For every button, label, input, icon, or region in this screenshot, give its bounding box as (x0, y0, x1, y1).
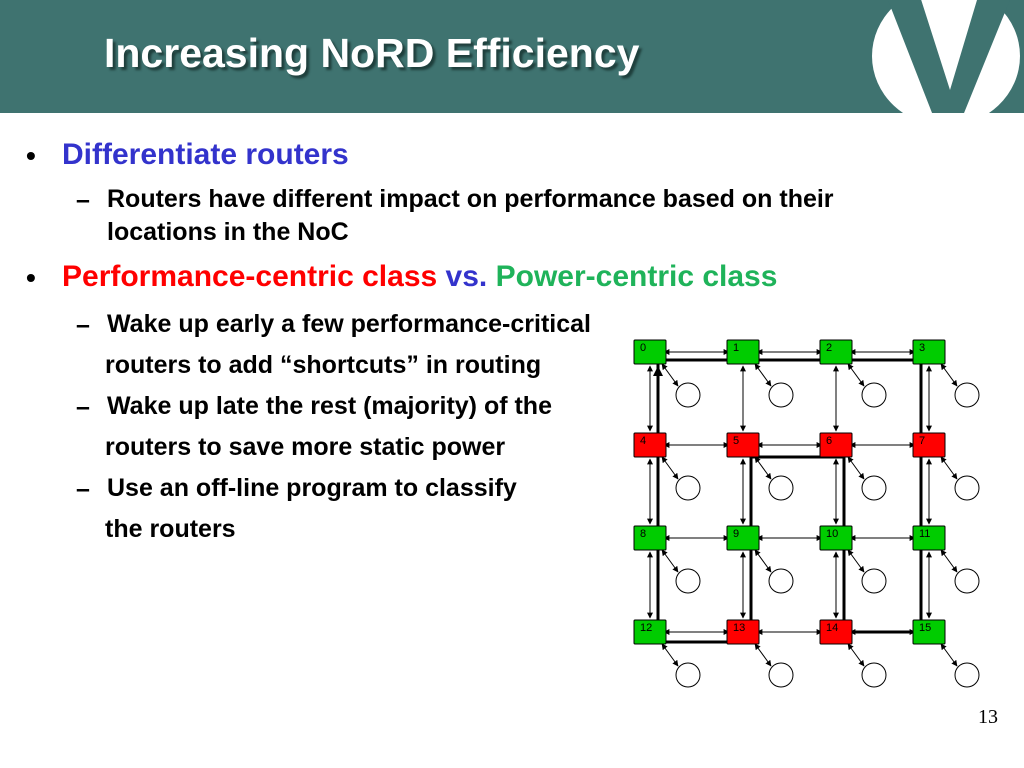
processor-core (769, 383, 793, 407)
router-14 (820, 620, 852, 644)
bullet-classes (62, 260, 777, 294)
router-box (727, 340, 759, 364)
processor-core (769, 569, 793, 593)
router-label: 13 (733, 622, 746, 634)
processor-core (862, 383, 886, 407)
sub-bullet-line: the routers (105, 515, 236, 543)
router-1 (727, 340, 759, 364)
core-link (941, 364, 957, 386)
core-link (662, 457, 678, 479)
core-link (755, 644, 771, 666)
router-label: 8 (640, 528, 647, 540)
core-link (941, 644, 957, 666)
router-box (727, 526, 759, 550)
dash: – (76, 475, 90, 503)
router-label: 0 (640, 342, 647, 354)
processor-core (676, 569, 700, 593)
processor-core (955, 569, 979, 593)
processor-core (769, 476, 793, 500)
core-link (662, 644, 678, 666)
processor-core (955, 383, 979, 407)
router-box (913, 433, 945, 457)
core-link (848, 550, 864, 572)
router-label: 12 (640, 622, 653, 634)
processor-core (676, 476, 700, 500)
sub-bullet-line: Routers have different impact on performance based on their (107, 185, 834, 213)
router-5 (727, 433, 759, 457)
router-box (634, 433, 666, 457)
router-box (820, 340, 852, 364)
core-link (662, 364, 678, 386)
router-2 (820, 340, 852, 364)
core-link (755, 457, 771, 479)
processor-core (955, 476, 979, 500)
power-class-label: Power-centric class (495, 260, 778, 293)
router-label: 2 (826, 342, 833, 354)
router-label: 6 (826, 435, 833, 447)
router-7 (913, 433, 945, 457)
router-13 (727, 620, 759, 644)
sub-bullet-line: Wake up early a few performance-critical (107, 310, 591, 338)
path-arrow-icon (653, 366, 663, 376)
router-label: 14 (826, 622, 839, 634)
router-label: 5 (733, 435, 740, 447)
core-link (941, 457, 957, 479)
router-8 (634, 526, 666, 550)
core-link (941, 550, 957, 572)
dash: – (76, 311, 90, 339)
sub-bullet-line: Wake up late the rest (majority) of the (107, 392, 552, 420)
router-label: 1 (733, 342, 740, 354)
bullet-differentiate: Differentiate routers (62, 138, 349, 171)
processor-core (676, 663, 700, 687)
core-link (662, 550, 678, 572)
sub-bullet-line: Use an off-line program to classify (107, 474, 517, 502)
bullet-dot: • (26, 140, 36, 171)
noc-mesh-diagram (620, 330, 1000, 700)
router-label: 7 (919, 435, 926, 447)
router-label: 11 (919, 528, 931, 540)
router-box (634, 340, 666, 364)
router-9 (727, 526, 759, 550)
router-11 (913, 526, 945, 550)
router-box (820, 433, 852, 457)
core-link (848, 364, 864, 386)
vs-label: vs. (445, 260, 488, 293)
core-link (755, 364, 771, 386)
router-3 (913, 340, 945, 364)
slide-title: Increasing NoRD Efficiency (104, 30, 640, 76)
router-6 (820, 433, 852, 457)
core-link (848, 457, 864, 479)
page-number: 13 (978, 706, 998, 728)
processor-core (862, 476, 886, 500)
processor-core (955, 663, 979, 687)
router-0 (634, 340, 666, 364)
router-15 (913, 620, 945, 644)
router-label: 9 (733, 528, 740, 540)
sub-bullet-line: locations in the NoC (107, 218, 349, 246)
processor-core (862, 569, 886, 593)
router-box (913, 340, 945, 364)
processor-core (769, 663, 793, 687)
router-12 (634, 620, 666, 644)
bullet-dot: • (26, 262, 36, 293)
processor-core (676, 383, 700, 407)
dash: – (76, 393, 90, 421)
router-label: 3 (919, 342, 926, 354)
router-label: 15 (919, 622, 932, 634)
sub-bullet-line: routers to add “shortcuts” in routing (105, 351, 542, 379)
dash: – (76, 186, 90, 214)
core-link (755, 550, 771, 572)
performance-class-label: Performance-centric class (62, 260, 438, 293)
router-box (634, 526, 666, 550)
processor-core (862, 663, 886, 687)
router-4 (634, 433, 666, 457)
router-label: 10 (826, 528, 839, 540)
router-10 (820, 526, 852, 550)
router-box (727, 433, 759, 457)
core-link (848, 644, 864, 666)
router-label: 4 (640, 435, 647, 447)
sub-bullet-line: routers to save more static power (105, 433, 506, 461)
